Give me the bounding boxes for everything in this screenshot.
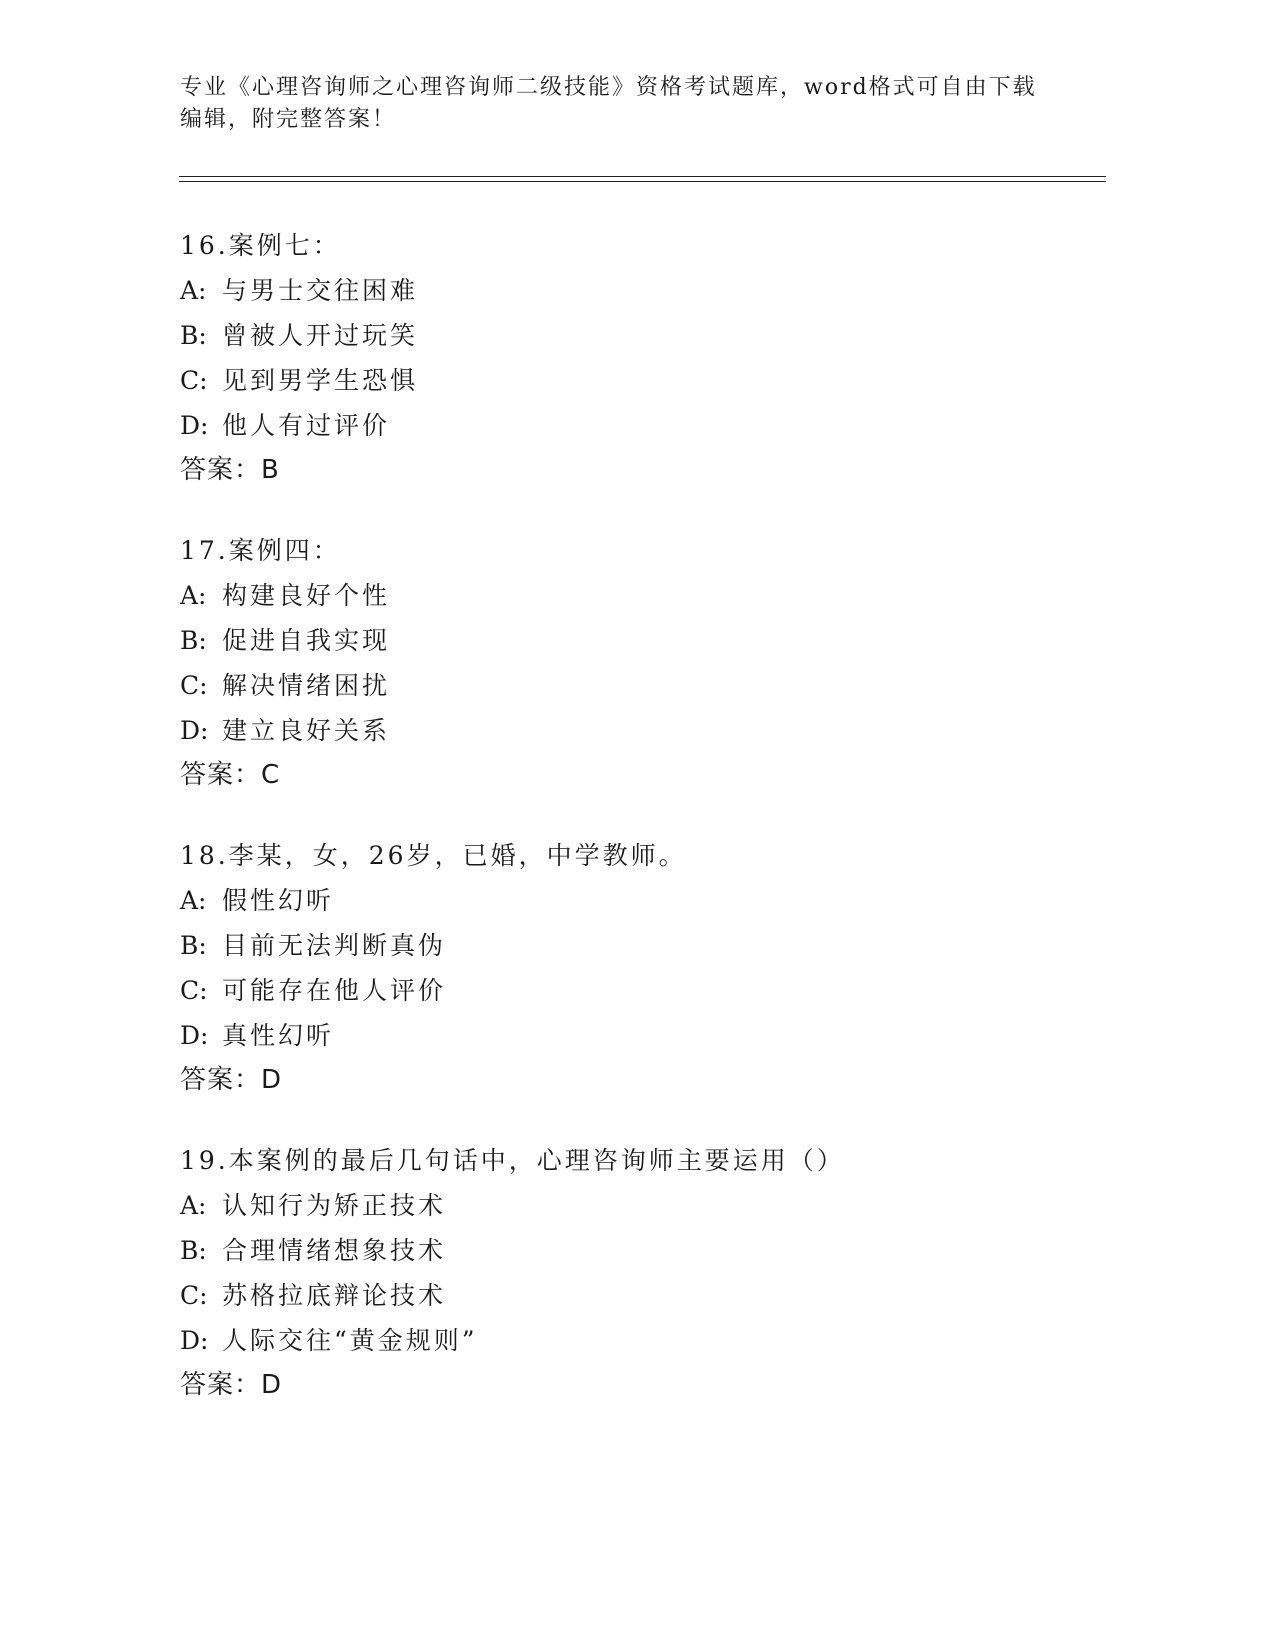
option-text: 合理情绪想象技术	[222, 1236, 447, 1265]
option-text: 见到男学生恐惧	[222, 366, 419, 395]
option-d	[180, 403, 1080, 448]
option-text: 促进自我实现	[222, 626, 391, 655]
question-title: 19.本案例的最后几句话中，心理咨询师主要运用（）	[180, 1146, 845, 1175]
answer-line: 答案：C	[180, 760, 281, 790]
option-text: 认知行为矫正技术	[222, 1191, 447, 1220]
option-letter: D:	[180, 716, 209, 745]
option-text: 解决情绪困扰	[222, 671, 391, 700]
option-text: 真性幻听	[222, 1021, 335, 1050]
option-letter: A:	[180, 1191, 207, 1220]
option-d	[180, 1013, 1080, 1058]
option-letter: C:	[180, 366, 208, 395]
option-d	[180, 1318, 1080, 1363]
option-letter: D:	[180, 1021, 209, 1050]
option-letter: B:	[180, 1236, 207, 1265]
header-line-2: 编辑，附完整答案！	[180, 107, 397, 132]
option-text: 假性幻听	[222, 886, 335, 915]
option-c	[180, 663, 1080, 708]
document-header	[180, 72, 1060, 136]
option-d	[180, 708, 1080, 753]
option-text: 人际交往“黄金规则”	[222, 1326, 478, 1355]
option-b	[180, 923, 1080, 968]
option-c	[180, 1273, 1080, 1318]
option-letter: A:	[180, 276, 207, 305]
option-letter: D:	[180, 1326, 209, 1355]
option-letter: C:	[180, 671, 208, 700]
answer-line: 答案：D	[180, 1065, 283, 1095]
question-17	[180, 528, 1080, 798]
option-text: 与男士交往困难	[222, 276, 419, 305]
option-text: 他人有过评价	[222, 411, 391, 440]
option-text: 可能存在他人评价	[222, 976, 447, 1005]
answer-line: 答案：B	[180, 455, 280, 485]
question-title: 16.案例七：	[180, 231, 341, 260]
question-title: 18.李某，女，26岁，已婚，中学教师。	[180, 841, 687, 870]
question-16	[180, 223, 1080, 493]
option-b	[180, 618, 1080, 663]
question-19	[180, 1138, 1080, 1408]
option-letter: C:	[180, 976, 208, 1005]
option-c	[180, 358, 1080, 403]
option-text: 构建良好个性	[222, 581, 391, 610]
option-text: 苏格拉底辩论技术	[222, 1281, 447, 1310]
option-b	[180, 1228, 1080, 1273]
option-c	[180, 968, 1080, 1013]
option-letter: B:	[180, 321, 207, 350]
option-b	[180, 313, 1080, 358]
option-letter: A:	[180, 581, 207, 610]
option-letter: B:	[180, 931, 207, 960]
option-a	[180, 1183, 1080, 1228]
option-text: 曾被人开过玩笑	[222, 321, 419, 350]
option-letter: B:	[180, 626, 207, 655]
question-18	[180, 833, 1080, 1103]
question-title: 17.案例四：	[180, 536, 341, 565]
header-line-1: 专业《心理咨询师之心理咨询师二级技能》资格考试题库，word格式可自由下载	[180, 75, 1037, 100]
option-letter: C:	[180, 1281, 208, 1310]
option-text: 建立良好关系	[222, 716, 391, 745]
header-divider-bottom	[179, 181, 1106, 182]
option-letter: A:	[180, 886, 207, 915]
answer-line: 答案：D	[180, 1370, 283, 1400]
option-text: 目前无法判断真伪	[222, 931, 447, 960]
header-divider-top	[179, 176, 1106, 177]
option-a	[180, 573, 1080, 618]
option-a	[180, 878, 1080, 923]
option-letter: D:	[180, 411, 209, 440]
option-a	[180, 268, 1080, 313]
